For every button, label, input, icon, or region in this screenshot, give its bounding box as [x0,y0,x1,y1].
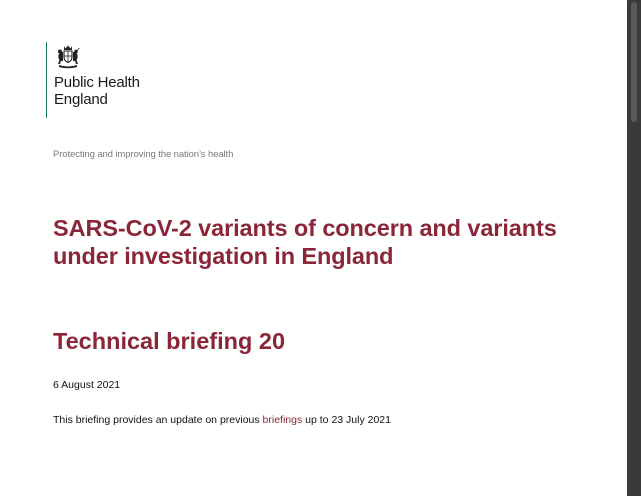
update-note-prefix: This briefing provides an update on previous [53,414,263,426]
tagline: Protecting and improving the nation’s health [53,149,234,160]
briefings-link[interactable]: briefings [262,414,303,426]
document-subtitle: Technical briefing 20 [53,328,286,354]
organisation-name-line1: Public Health [54,74,140,91]
publication-date: 6 August 2021 [53,379,121,391]
scrollbar-thumb[interactable] [631,2,637,122]
document-title: SARS-CoV-2 variants of concern and variants under investigation in England [53,215,557,269]
update-note [53,414,391,426]
royal-crest-icon [55,43,81,69]
organisation-name [54,74,140,108]
organisation-name-line2: England [54,91,108,108]
update-note-suffix: up to 23 July 2021 [302,414,391,426]
vertical-scrollbar[interactable] [627,0,641,496]
phe-logo [46,42,140,118]
